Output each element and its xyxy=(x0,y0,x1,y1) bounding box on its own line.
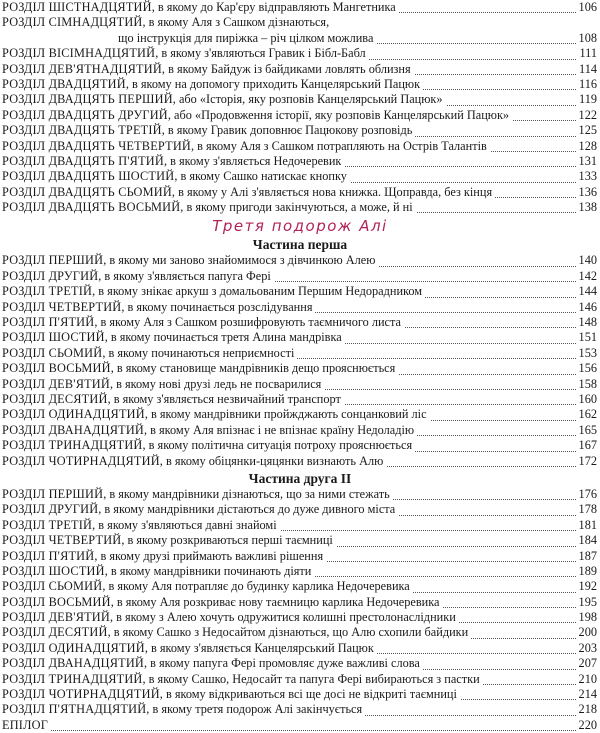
page-number: 218 xyxy=(578,702,597,717)
chapter-description: , в якому Аля впізнає і не впізнає країну Недоладію xyxy=(143,422,415,437)
chapter-label: РОЗДІЛ ДВАДЦЯТИЙ xyxy=(2,76,126,91)
chapter-label: ЕПІЛОГ xyxy=(2,717,49,732)
toc-entry xyxy=(0,15,600,30)
chapter-label: РОЗДІЛ ОДИНАДЦЯТИЙ xyxy=(2,640,145,655)
page-number: 116 xyxy=(579,76,597,91)
chapter-description: , в якому мандрівники пройжджають сонцанковий ліс xyxy=(144,407,427,422)
chapter-label: РОЗДІЛ ДВАДЦЯТЬ СЬОМИЙ xyxy=(2,184,172,199)
page-number: 162 xyxy=(578,407,597,422)
chapter-description: , в якому до Кар'єру відправляють Мангетника xyxy=(151,0,396,14)
chapter-label: РОЗДІЛ П'ЯТИЙ xyxy=(2,548,95,563)
entry-title xyxy=(2,361,398,376)
page-number: 144 xyxy=(578,284,597,299)
entry-title xyxy=(2,579,413,594)
chapter-label: РОЗДІЛ ЧОТИРНАДЦЯТИЙ xyxy=(2,687,160,702)
chapter-label: РОЗДІЛ ТРЕТІЙ xyxy=(2,284,93,299)
chapter-description: , в якому з'являються давні знайомі xyxy=(92,517,277,532)
entry-title xyxy=(2,253,378,268)
entry-title xyxy=(118,31,376,46)
entry-title xyxy=(2,284,425,299)
page-number: 178 xyxy=(578,502,597,517)
chapter-label: РОЗДІЛ ДРУГИЙ xyxy=(2,502,99,517)
chapter-description: , в якому Аля з Сашком потрапляють на Острів Талантів xyxy=(190,138,487,153)
page-number: 138 xyxy=(578,200,597,215)
toc-entry xyxy=(0,200,600,215)
chapter-description: , в якому політична ситуація потроху прояснюється xyxy=(142,438,413,453)
chapter-label: РОЗДІЛ ДВАНАДЦЯТИЙ xyxy=(2,422,144,437)
toc-entry xyxy=(0,625,600,640)
entry-title xyxy=(2,487,393,502)
chapter-description: , або «Історія, яку розповів Канцелярський Пацюк» xyxy=(172,92,443,107)
entry-title xyxy=(2,300,315,315)
chapter-label: РОЗДІЛ П'ЯТИЙ xyxy=(2,315,95,330)
chapter-description: , в якому починаються неприємності xyxy=(102,345,295,360)
page-number: 207 xyxy=(578,656,597,671)
chapter-label: РОЗДІЛ ТРИНАДЦЯТИЙ xyxy=(2,438,143,453)
page-number: 151 xyxy=(578,330,597,345)
chapter-description: , в якому мандрівники починають діяти xyxy=(104,563,312,578)
dot-leader xyxy=(2,730,578,731)
toc-entry xyxy=(0,487,600,502)
page-number: 203 xyxy=(578,640,597,655)
entry-title xyxy=(2,123,415,138)
chapter-label: РОЗДІЛ ДВАДЦЯТЬ ШОСТИЙ xyxy=(2,169,175,184)
chapter-description: , в якому розкриваються перші таємниці xyxy=(121,533,333,548)
chapter-label: РОЗДІЛ ДВАДЦЯТЬ ПЕРШИЙ xyxy=(2,92,173,107)
chapter-label: РОЗДІЛ ВІСІМНАДЦЯТИЙ xyxy=(2,46,156,61)
page-number: 108 xyxy=(578,30,597,45)
chapter-description: , в якому нові друзі ледь не посварилися xyxy=(109,376,322,391)
entry-title xyxy=(2,502,398,517)
page-number: 156 xyxy=(578,361,597,376)
chapter-description: , в якому пригоди закінчуються, а може, й ні xyxy=(180,200,413,215)
chapter-label: РОЗДІЛ ТРЕТІЙ xyxy=(2,517,93,532)
page-number: 106 xyxy=(578,0,597,14)
toc-entry xyxy=(0,423,600,438)
chapter-description: , в якому Гравик доповнює Пацюкову розповідь xyxy=(161,123,413,138)
page-number: 176 xyxy=(578,486,597,501)
chapter-description: , в якому Сашко з Недосайтом дізнаються, що Алю схопили байдики xyxy=(107,625,469,640)
entry-title xyxy=(2,392,344,407)
chapter-description: , в якому починається розслідування xyxy=(121,299,313,314)
chapter-label: РОЗДІЛ ДРУГИЙ xyxy=(2,268,99,283)
chapter-label: РОЗДІЛ ШОСТИЙ xyxy=(2,330,105,345)
chapter-label: РОЗДІЛ СІМНАДЦЯТИЙ xyxy=(2,15,143,30)
toc-entry xyxy=(0,641,600,656)
toc-section-part-two xyxy=(0,487,600,718)
toc-entry xyxy=(0,702,600,717)
chapter-label: РОЗДІЛ ДВАДЦЯТЬ ВОСЬМИЙ xyxy=(2,200,181,215)
chapter-description: , в якому знікає аркуш з домальованим Першим Недорадником xyxy=(92,284,423,299)
entry-title xyxy=(2,77,423,92)
entry-title xyxy=(2,92,446,107)
toc-entry xyxy=(0,518,600,533)
toc-entry xyxy=(0,502,600,517)
chapter-label: РОЗДІЛ ДВАДЦЯТЬ ДРУГИЙ xyxy=(2,107,168,122)
chapter-label: РОЗДІЛ ДВАДЦЯТЬ ЧЕТВЕРТИЙ xyxy=(2,138,191,153)
entry-title xyxy=(2,702,365,717)
entry-title xyxy=(2,108,512,123)
entry-title xyxy=(2,15,332,30)
entry-title xyxy=(2,438,415,453)
chapter-description: , в якому мандрівники дістаються до дуже дивного міста xyxy=(98,502,396,517)
chapter-label: РОЗДІЛ ДВАДЦЯТЬ ТРЕТІЙ xyxy=(2,123,162,138)
page-number: 131 xyxy=(578,153,597,168)
toc-entry xyxy=(0,154,600,169)
chapter-description: , в якому починається третя Алина мандрівка xyxy=(104,330,342,345)
page-number: 114 xyxy=(579,61,597,76)
page-number: 192 xyxy=(578,579,597,594)
toc-entry xyxy=(0,62,600,77)
chapter-label: РОЗДІЛ ОДИНАДЦЯТИЙ xyxy=(2,407,145,422)
chapter-description: , в якому з'являються Гравик і Бібл-Бабл xyxy=(155,46,366,61)
chapter-label: РОЗДІЛ ПЕРШИЙ xyxy=(2,253,104,268)
toc-entry xyxy=(0,139,600,154)
entry-title xyxy=(2,718,51,733)
chapter-label: РОЗДІЛ ВОСЬМИЙ xyxy=(2,594,111,609)
entry-title xyxy=(2,377,324,392)
chapter-label: РОЗДІЛ П'ЯТНАДЦЯТИЙ xyxy=(2,702,147,717)
toc-entry xyxy=(0,108,600,123)
entry-title xyxy=(2,330,345,345)
chapter-label: РОЗДІЛ ШОСТИЙ xyxy=(2,563,105,578)
toc-entry xyxy=(0,454,600,469)
toc-entry xyxy=(0,185,600,200)
page-number: 189 xyxy=(578,563,597,578)
chapter-label: РОЗДІЛ ТРИНАДЦЯТИЙ xyxy=(2,671,143,686)
entry-title xyxy=(2,454,386,469)
chapter-description: , в якому Байдуж із байдиками ловлять облизня xyxy=(161,61,411,76)
entry-title xyxy=(2,595,443,610)
page-number: 148 xyxy=(578,315,597,330)
chapter-description: , в якому обіцянки-цяцянки визнають Алю xyxy=(159,453,384,468)
chapter-description: , в якому з'являється Канцелярський Пацюк xyxy=(144,640,374,655)
entry-title xyxy=(2,687,460,702)
page-number: 140 xyxy=(578,253,597,268)
chapter-description: , в якому Сашко, Недосайт та папуга Фері вибираються з пастки xyxy=(142,671,480,686)
entry-title xyxy=(2,185,495,200)
entry-title xyxy=(2,62,414,77)
chapter-label: РОЗДІЛ ДЕВ'ЯТИЙ xyxy=(2,610,110,625)
toc-section-part2-end xyxy=(0,0,600,215)
chapter-label: РОЗДІЛ ЧЕТВЕРТИЙ xyxy=(2,299,122,314)
page-number: 128 xyxy=(578,138,597,153)
entry-title xyxy=(2,641,377,656)
toc-entry xyxy=(0,123,600,138)
toc-entry xyxy=(0,92,600,107)
chapter-label: РОЗДІЛ ПЕРШИЙ xyxy=(2,486,104,501)
entry-title xyxy=(2,154,344,169)
entry-title xyxy=(2,315,404,330)
chapter-description: , в якому Аля з Сашком дізнаються, xyxy=(142,15,330,30)
toc-entry xyxy=(0,579,600,594)
toc-entry xyxy=(0,407,600,422)
page-number: 214 xyxy=(578,687,597,702)
page-number: 146 xyxy=(578,299,597,314)
page-number: 165 xyxy=(578,422,597,437)
part-two-title: Частина друга II xyxy=(248,470,352,486)
toc-entry xyxy=(0,284,600,299)
chapter-label: РОЗДІЛ ЧОТИРНАДЦЯТИЙ xyxy=(2,453,160,468)
page-number: 220 xyxy=(578,717,597,732)
entry-title xyxy=(2,139,490,154)
toc-entry xyxy=(0,564,600,579)
chapter-description: , в якому мандрівники дізнаються, що за ними стежать xyxy=(103,486,390,501)
page-number: 198 xyxy=(578,610,597,625)
toc-entry xyxy=(0,253,600,268)
page-number: 153 xyxy=(578,345,597,360)
chapter-label: РОЗДІЛ ДЕСЯТИЙ xyxy=(2,625,108,640)
page-number: 200 xyxy=(578,625,597,640)
toc-entry xyxy=(0,687,600,702)
toc-entry xyxy=(0,315,600,330)
page-number: 184 xyxy=(578,533,597,548)
page-number: 142 xyxy=(578,268,597,283)
chapter-label: РОЗДІЛ ДВАНАДЦЯТИЙ xyxy=(2,656,144,671)
entry-title xyxy=(2,46,369,61)
page-number: 125 xyxy=(578,123,597,138)
entry-title xyxy=(2,610,459,625)
toc-entry xyxy=(0,330,600,345)
toc-entry xyxy=(0,0,600,15)
page-number: 172 xyxy=(578,453,597,468)
page-number: 158 xyxy=(578,376,597,391)
chapter-description: , в якому Аля потрапляє до будинку карлика Недочеревика xyxy=(102,579,410,594)
entry-title xyxy=(2,625,471,640)
page-number: 133 xyxy=(578,169,597,184)
chapter-description: , в якому третя подорож Алі закінчується xyxy=(146,702,363,717)
chapter-label: РОЗДІЛ ЧЕТВЕРТИЙ xyxy=(2,533,122,548)
page-number: 210 xyxy=(578,671,597,686)
toc-entry xyxy=(0,392,600,407)
chapter-description: , в якому папуга Фері промовляє дуже важливі слова xyxy=(143,656,420,671)
toc-entry xyxy=(0,377,600,392)
entry-title xyxy=(2,518,280,533)
toc-entry xyxy=(0,533,600,548)
part-one-title: Частина перша xyxy=(252,237,348,253)
toc-entry xyxy=(0,269,600,284)
toc-entry xyxy=(0,595,600,610)
entry-title xyxy=(2,564,314,579)
chapter-description: , в якому друзі приймають важливі рішення xyxy=(94,548,324,563)
entry-title xyxy=(2,423,417,438)
toc-entry xyxy=(0,672,600,687)
page-number: 111 xyxy=(579,46,597,61)
entry-title xyxy=(2,533,336,548)
entry-title xyxy=(2,672,483,687)
page-number: 122 xyxy=(578,107,597,122)
chapter-label: РОЗДІЛ ДЕСЯТИЙ xyxy=(2,391,108,406)
toc-section-part-one xyxy=(0,253,600,468)
chapter-label: РОЗДІЛ ДЕВ'ЯТНАДЦЯТИЙ xyxy=(2,61,162,76)
page-number: 119 xyxy=(579,92,597,107)
chapter-description: , в якому на допомогу приходить Канцелярський Пацюк xyxy=(125,76,421,91)
chapter-description: , в якому становище мандрівників дещо прояснюється xyxy=(110,361,396,376)
entry-title xyxy=(2,269,274,284)
toc-entry xyxy=(0,346,600,361)
page-number: 167 xyxy=(578,438,597,453)
entry-title xyxy=(2,169,350,184)
chapter-description: , в якому Аля розкриває нову таємницю карлика Недочеревика xyxy=(110,594,440,609)
chapter-description: , в якому Сашко натискає кнопку xyxy=(174,169,347,184)
chapter-description: , в якому з'являється Недочеревик xyxy=(163,153,342,168)
page-number: 187 xyxy=(578,548,597,563)
toc-entry xyxy=(0,656,600,671)
toc-entry xyxy=(0,438,600,453)
toc-entry xyxy=(0,77,600,92)
entry-title xyxy=(2,200,416,215)
entry-title xyxy=(2,549,326,564)
chapter-label: РОЗДІЛ ДВАДЦЯТЬ П'ЯТИЙ xyxy=(2,153,164,168)
toc-epilog xyxy=(0,718,600,733)
entry-title xyxy=(2,346,297,361)
toc-entry xyxy=(0,361,600,376)
chapter-label: РОЗДІЛ СЬОМИЙ xyxy=(2,579,103,594)
toc-entry xyxy=(0,169,600,184)
chapter-description: , в якому з'являється папуга Фері xyxy=(98,268,271,283)
page-number: 160 xyxy=(578,391,597,406)
entry-title xyxy=(2,407,430,422)
part-title: Третя подорож Алі xyxy=(212,217,388,236)
chapter-description: , в якому ми заново знайомимося з дівчинкою Алею xyxy=(103,253,376,268)
toc-entry xyxy=(0,46,600,61)
chapter-description: що інструкція для пиріжка – річ цілком можлива xyxy=(118,30,374,45)
page-number: 136 xyxy=(578,184,597,199)
page-number: 181 xyxy=(578,517,597,532)
chapter-description: , в якому з'являється незвичайний транспорт xyxy=(107,391,341,406)
chapter-description: , або «Продовження історії, яку розповів Канцелярський Пацюк» xyxy=(167,107,510,122)
toc-entry xyxy=(0,610,600,625)
chapter-label: РОЗДІЛ ДЕВ'ЯТИЙ xyxy=(2,376,110,391)
toc-entry-epilog xyxy=(0,718,600,733)
chapter-label: РОЗДІЛ ШІСТНАДЦЯТИЙ xyxy=(2,0,152,14)
chapter-label: РОЗДІЛ ВОСЬМИЙ xyxy=(2,361,111,376)
chapter-label: РОЗДІЛ СЬОМИЙ xyxy=(2,345,103,360)
entry-title xyxy=(2,656,423,671)
chapter-description: , в якому відкриваються всі ще досі не відкриті таємниці xyxy=(159,687,457,702)
page-number: 195 xyxy=(578,594,597,609)
chapter-description: , в якому у Алі з'являється нова книжка. Щоправда, без кінця xyxy=(171,184,493,199)
chapter-description: , в якому з Алею хочуть одружитися колишні престолонаслідники xyxy=(109,610,456,625)
toc-entry xyxy=(0,31,600,46)
toc-entry xyxy=(0,300,600,315)
toc-entry xyxy=(0,549,600,564)
chapter-description: , в якому Аля з Сашком розшифровують таємничого листа xyxy=(94,315,401,330)
entry-title xyxy=(2,0,399,15)
